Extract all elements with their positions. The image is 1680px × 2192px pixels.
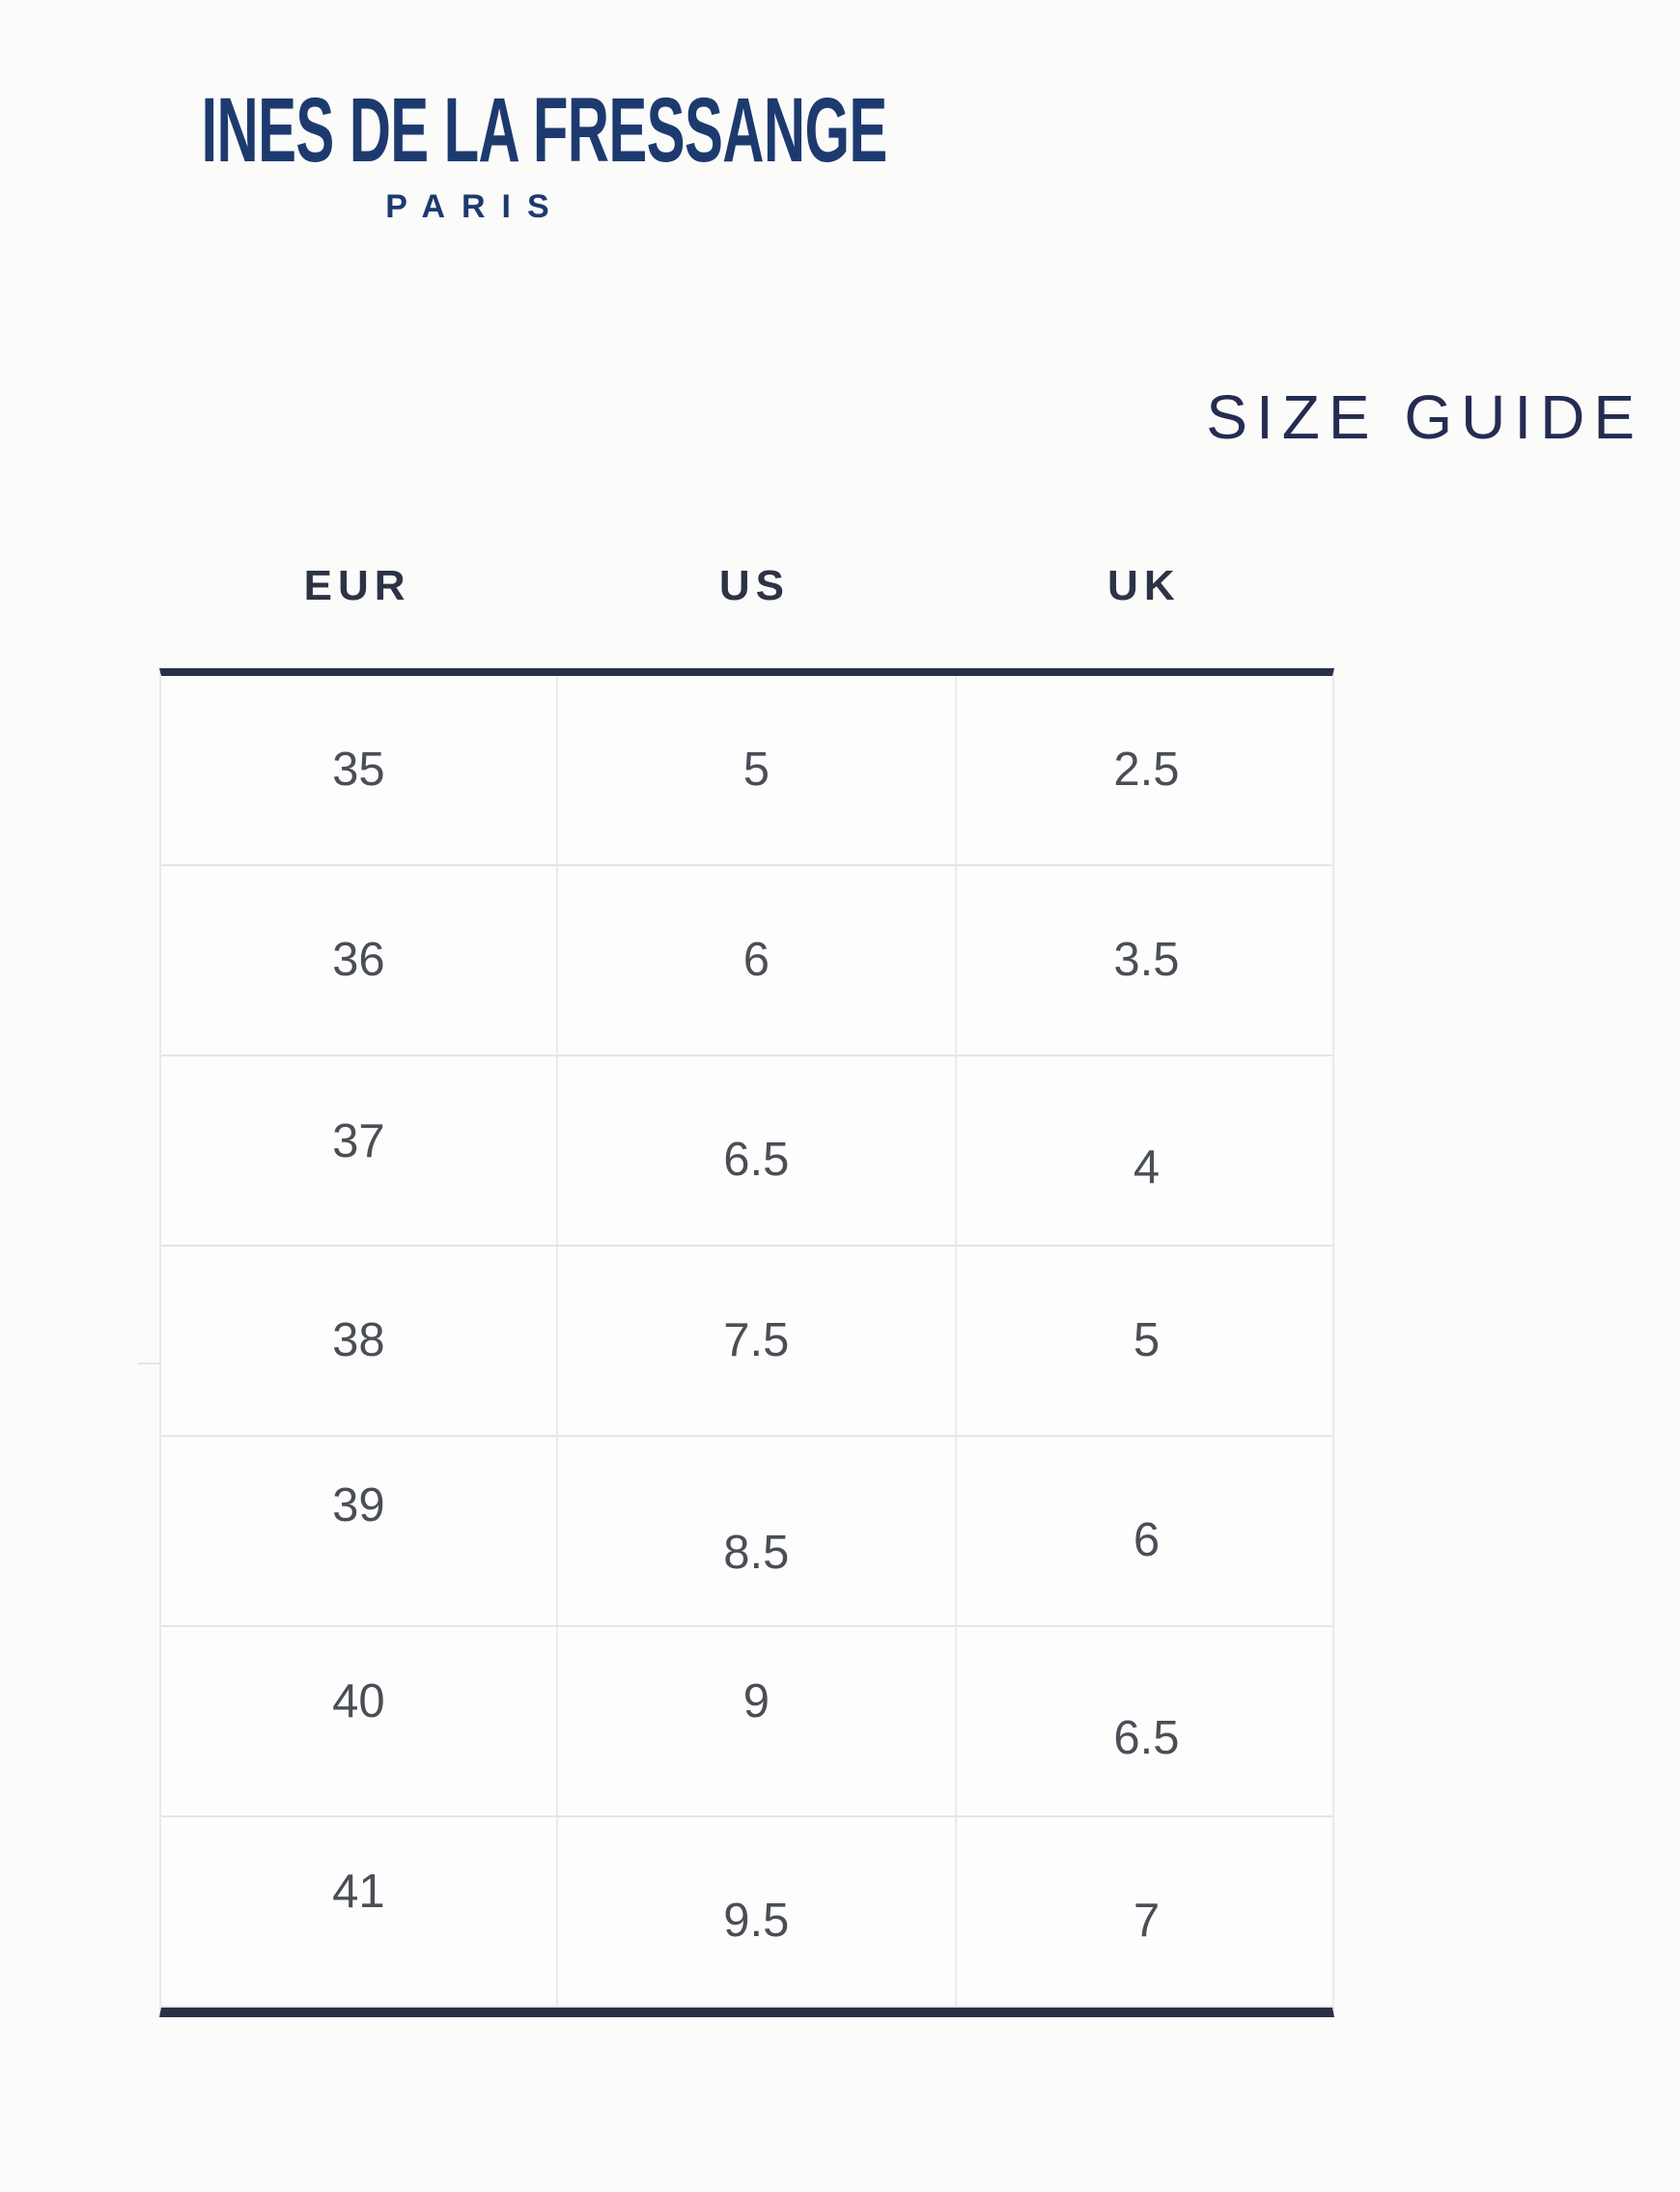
cell-eur: 39 (161, 1437, 558, 1625)
table-row (161, 676, 1332, 866)
cell-uk: 6 (1133, 1514, 1161, 1566)
cell-eur: 38 (161, 1247, 558, 1435)
column-header-uk: UK (1107, 562, 1181, 609)
divider-artifact-line (138, 1363, 161, 1364)
cell-us: 9 (558, 1627, 957, 1815)
cell-eur: 41 (161, 1817, 558, 2006)
cell-eur: 35 (161, 676, 558, 864)
column-header-us: US (718, 562, 790, 609)
brand-name: INES DE LA FRESSANGE (201, 79, 887, 182)
cell-us: 5 (558, 676, 957, 864)
table-row (161, 1437, 1332, 1627)
cell-uk: 2.5 (1113, 744, 1180, 796)
brand-logo (0, 79, 935, 225)
size-table-body (159, 668, 1334, 2017)
page-title: SIZE GUIDE (1206, 382, 1643, 452)
cell-eur: 37 (161, 1056, 558, 1245)
table-row (161, 1056, 1332, 1247)
cell-us: 8.5 (558, 1437, 957, 1625)
cell-eur: 40 (161, 1627, 558, 1815)
table-row (161, 1627, 1332, 1817)
size-table-header-row (159, 552, 1334, 620)
table-row (161, 1817, 1332, 2008)
table-row (161, 1247, 1332, 1437)
cell-uk: 7 (1133, 1895, 1161, 1947)
column-header-eur: EUR (303, 562, 411, 609)
cell-us: 9.5 (558, 1817, 957, 2006)
table-row (161, 866, 1332, 1056)
cell-us: 6 (558, 866, 957, 1054)
cell-us: 6.5 (558, 1056, 957, 1245)
size-table (159, 552, 1334, 2017)
cell-uk: 3.5 (1113, 934, 1180, 986)
cell-us: 7.5 (558, 1247, 957, 1435)
brand-city: PARIS (385, 188, 566, 225)
cell-uk: 4 (1133, 1141, 1161, 1194)
cell-uk: 5 (1133, 1314, 1161, 1366)
cell-eur: 36 (161, 866, 558, 1054)
cell-uk: 6.5 (1113, 1712, 1180, 1764)
